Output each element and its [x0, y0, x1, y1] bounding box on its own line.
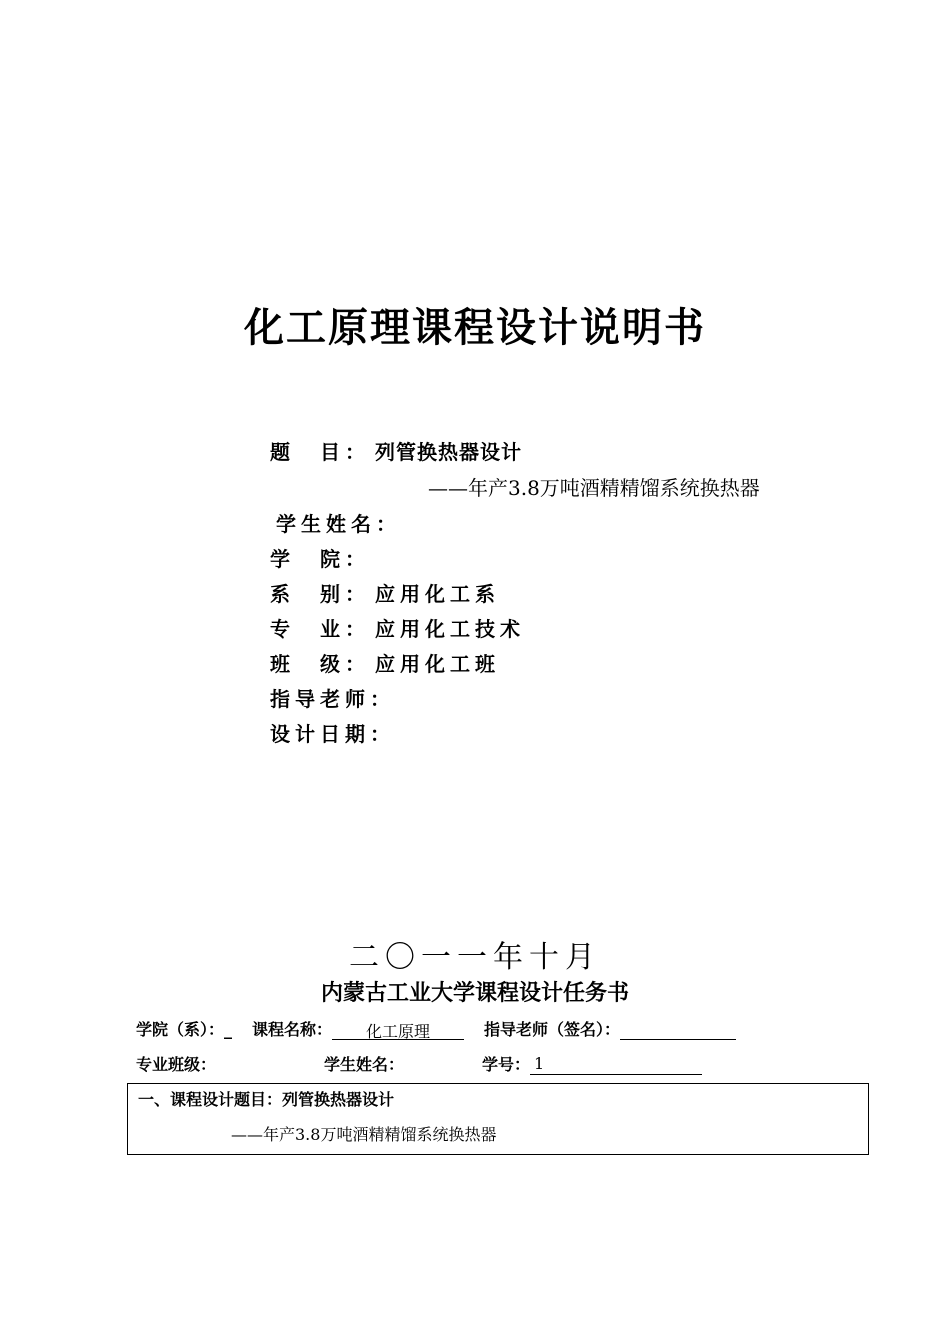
college-label: 学 院： [270, 547, 370, 571]
task-book-title: 内蒙古工业大学课程设计任务书 [320, 981, 629, 1006]
class-label: 班 级： [270, 652, 370, 676]
college-row [270, 543, 375, 572]
course-name-value: 化工原理 [332, 1019, 464, 1040]
major-label: 专 业： [270, 617, 370, 641]
advisor-label: 指导老师： [270, 687, 395, 711]
advisor-sign-label: 指导老师（签名）： [484, 1020, 621, 1039]
design-date-label: 设计日期： [270, 722, 395, 746]
student-name-label: 学生姓名： [276, 512, 401, 536]
topic-value: 列管换热器设计 [375, 440, 522, 464]
task-college-label: 学院（系）： [136, 1020, 225, 1039]
major-class-label: 专业班级： [136, 1055, 217, 1074]
task-section-box [127, 1083, 869, 1155]
topic-subtitle: ——年产3.8万吨酒精精馏系统换热器 [428, 476, 760, 500]
topic-label: 题 目： [270, 440, 370, 464]
department-label: 系 别： [270, 582, 370, 606]
task-info-row-2 [136, 1052, 702, 1075]
cover-date: 二〇一一年十月 [349, 940, 601, 975]
student-no-value: 1 [530, 1054, 702, 1075]
major-value: 应用化工技术 [375, 617, 525, 641]
advisor-sign-field [620, 1019, 736, 1040]
course-name-label: 课程名称： [252, 1020, 333, 1039]
student-no-label: 学号： [482, 1055, 531, 1074]
class-value: 应用化工班 [375, 652, 500, 676]
department-row [270, 578, 500, 607]
task-student-name-label: 学生姓名： [324, 1055, 405, 1074]
task-info-row-1 [136, 1017, 736, 1040]
section1-subtitle: ——年产3.8万吨酒精精馏系统换热器 [231, 1125, 497, 1144]
document-title: 化工原理课程设计说明书 [244, 305, 706, 351]
major-row [270, 613, 525, 642]
department-value: 应用化工系 [375, 582, 500, 606]
task-college-value: _ [224, 1020, 233, 1039]
topic-row [270, 436, 522, 465]
class-row [270, 648, 500, 677]
section1-heading: 一、课程设计题目：列管换热器设计 [138, 1090, 395, 1109]
